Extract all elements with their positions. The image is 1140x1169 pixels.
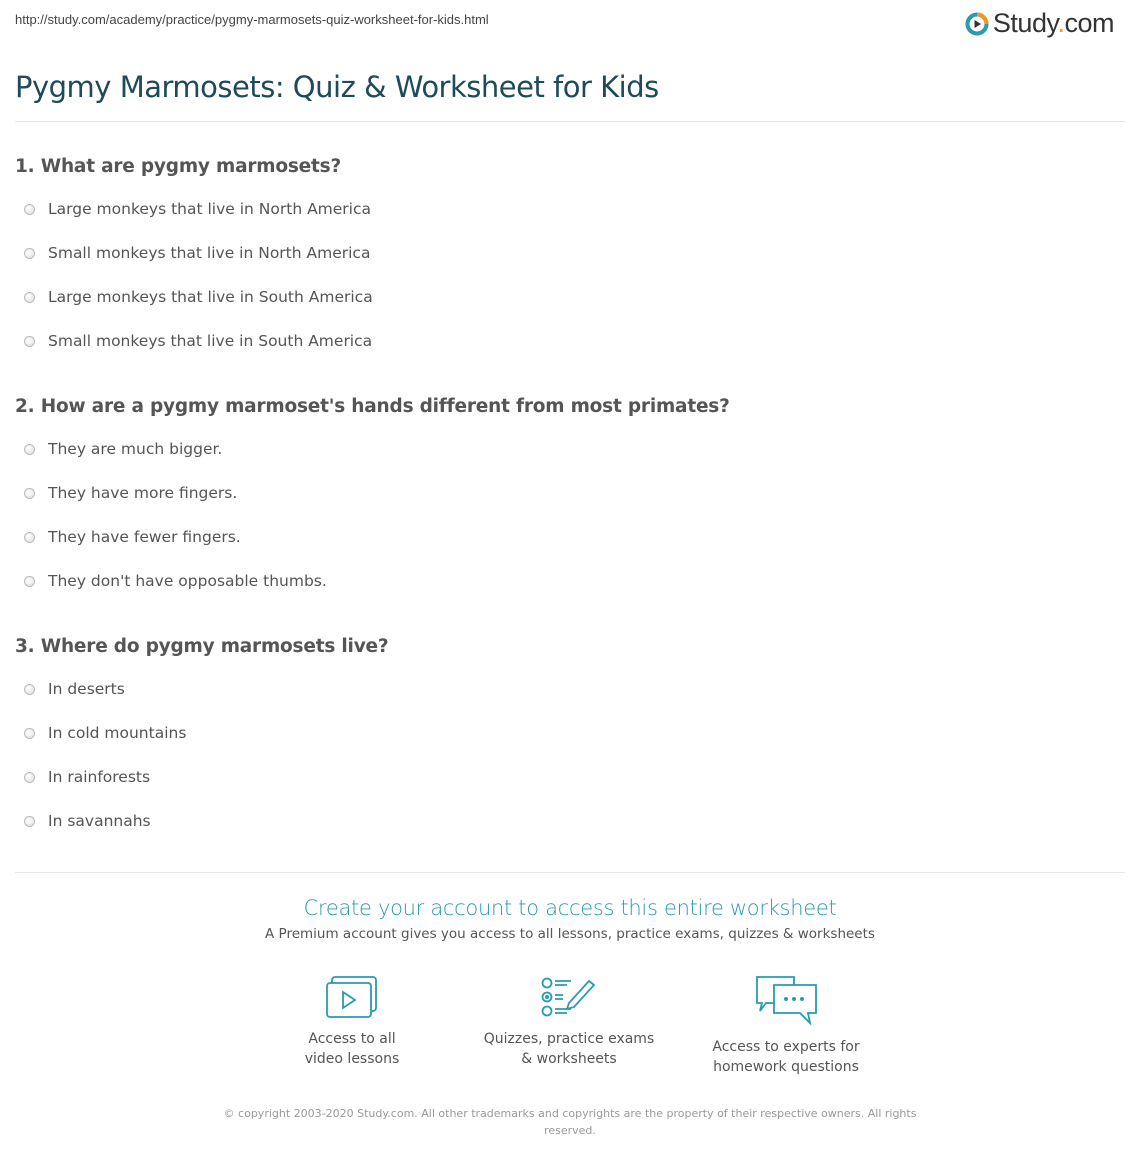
answer-option[interactable]: Large monkeys that live in South America — [24, 275, 373, 319]
page-url: http://study.com/academy/practice/pygmy-marmosets-quiz-worksheet-for-kids.html — [15, 12, 489, 27]
answer-option[interactable]: In rainforests — [24, 755, 388, 799]
radio-button[interactable] — [24, 532, 35, 543]
radio-button[interactable] — [24, 728, 35, 739]
divider — [15, 121, 1125, 122]
answer-option[interactable]: Small monkeys that live in South America — [24, 319, 373, 363]
question-label: 3. Where do pygmy marmosets live? — [15, 636, 389, 657]
answer-option[interactable]: They don't have opposable thumbs. — [24, 559, 730, 603]
radio-button[interactable] — [24, 336, 35, 347]
feature-experts: Access to experts for homework questions — [686, 975, 886, 1077]
question-1 — [15, 156, 373, 363]
quiz-icon — [541, 975, 597, 1019]
page-title: Pygmy Marmosets: Quiz & Worksheet for Kids — [15, 70, 659, 104]
copyright: © copyright 2003-2020 Study.com. All other trademarks and copyrights are the property of their respective owners. All rights reserved. — [223, 1107, 917, 1137]
radio-button[interactable] — [24, 444, 35, 455]
create-account-link[interactable]: Create your account to access this entire worksheet — [303, 896, 837, 920]
answer-option[interactable]: They have more fingers. — [24, 471, 730, 515]
radio-button[interactable] — [24, 488, 35, 499]
radio-button[interactable] — [24, 204, 35, 215]
answer-option[interactable]: Large monkeys that live in North America — [24, 187, 373, 231]
radio-button[interactable] — [24, 684, 35, 695]
question-3 — [15, 636, 388, 843]
question-label: 2. How are a pygmy marmoset's hands different from most primates? — [15, 396, 730, 417]
answer-option[interactable]: They have fewer fingers. — [24, 515, 730, 559]
answer-option[interactable]: In cold mountains — [24, 711, 388, 755]
play-logo-icon — [965, 12, 989, 36]
answer-option[interactable]: They are much bigger. — [24, 427, 730, 471]
radio-button[interactable] — [24, 772, 35, 783]
question-label: 1. What are pygmy marmosets? — [15, 156, 342, 177]
feature-video-lessons: Access to all video lessons — [252, 975, 452, 1069]
chat-icon — [754, 975, 818, 1027]
answer-option[interactable]: Small monkeys that live in North America — [24, 231, 373, 275]
cta-subtitle: A Premium account gives you access to all lessons, practice exams, quizzes & worksheets — [265, 926, 875, 942]
study-logo[interactable]: Study.com — [965, 8, 1114, 39]
divider — [15, 872, 1125, 873]
video-icon — [326, 975, 378, 1019]
radio-button[interactable] — [24, 816, 35, 827]
radio-button[interactable] — [24, 576, 35, 587]
answer-option[interactable]: In savannahs — [24, 799, 388, 843]
question-2 — [15, 396, 730, 603]
feature-quizzes: Quizzes, practice exams & worksheets — [469, 975, 669, 1069]
radio-button[interactable] — [24, 292, 35, 303]
answer-option[interactable]: In deserts — [24, 667, 388, 711]
radio-button[interactable] — [24, 248, 35, 259]
